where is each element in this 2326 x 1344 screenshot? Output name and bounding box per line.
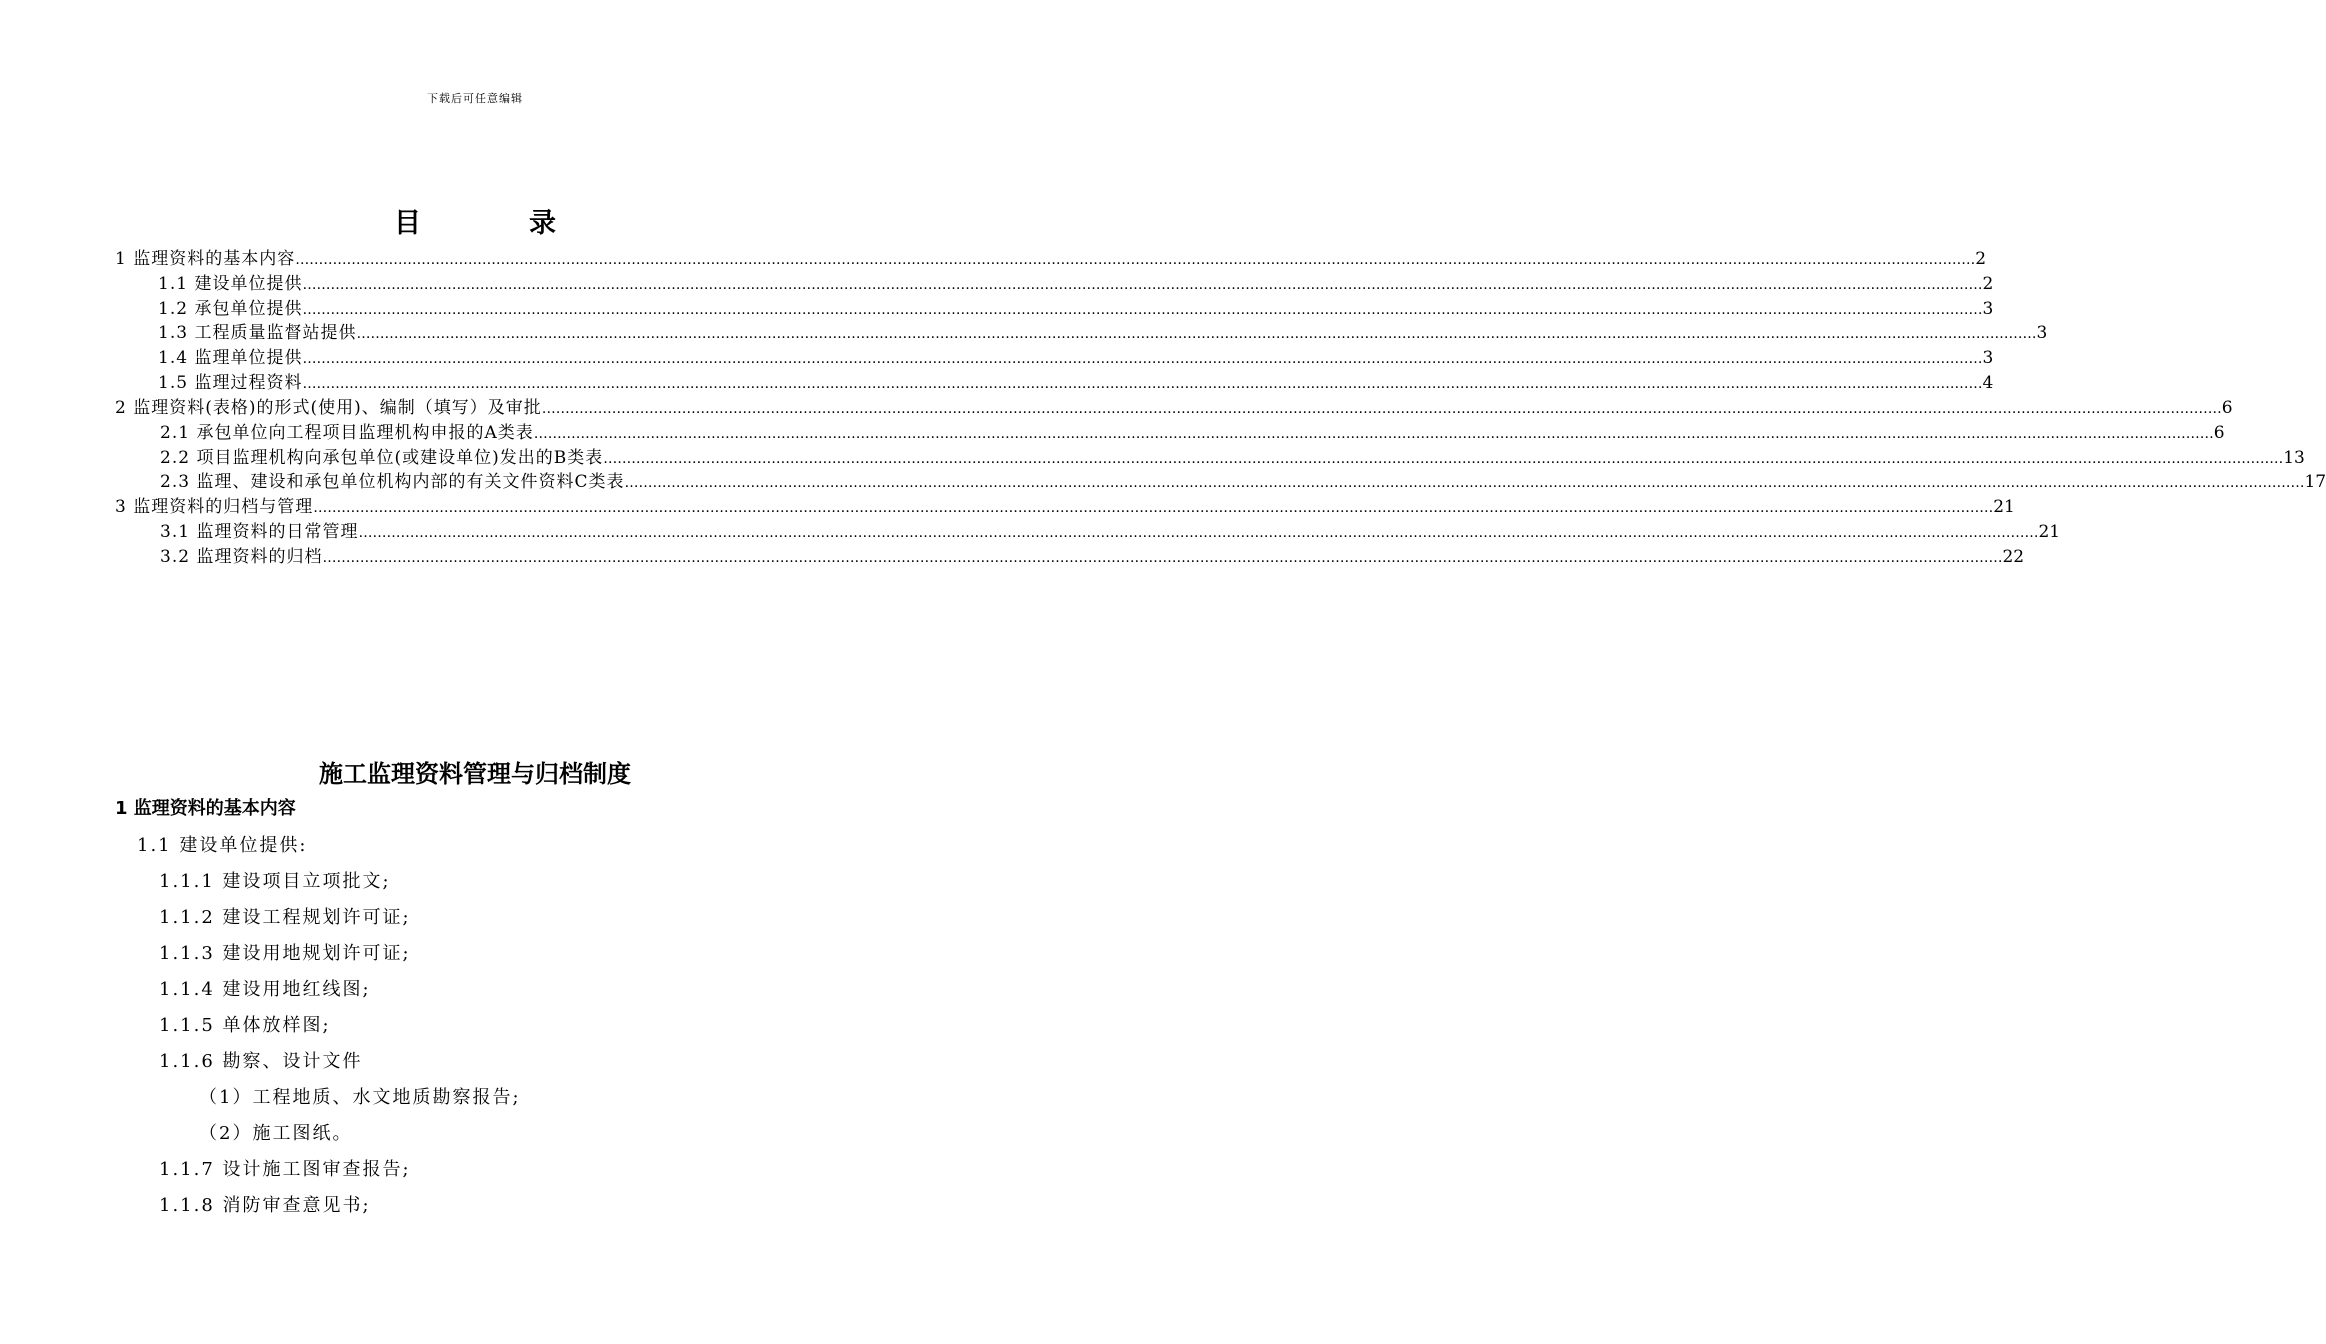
toc-entry[interactable] <box>158 272 1994 296</box>
body-line: 1.1 建设单位提供: <box>137 835 308 856</box>
toc-entry-page: 4 <box>1982 373 1994 393</box>
toc-entry-page: 3 <box>2036 323 2048 343</box>
toc-leader: ……………………………………………………………………………………………………………………………………………………………………………………………………………………………………………………………………………………………………………………………… <box>322 550 2003 566</box>
body-line: （2）施工图纸。 <box>199 1123 353 1144</box>
toc-leader: ……………………………………………………………………………………………………………………………………………………………………………………………………………………………………………………………………………………………………………………………… <box>603 451 2284 467</box>
toc-entry-label: 3.2 监理资料的归档 <box>160 547 323 567</box>
toc-title-char-2: 录 <box>529 208 556 239</box>
toc-leader: ……………………………………………………………………………………………………………………………………………………………………………………………………………………………………………………………………………………………………………………………… <box>295 252 1976 268</box>
body-line: 1.1.7 设计施工图审查报告; <box>159 1159 411 1180</box>
toc-leader: ……………………………………………………………………………………………………………………………………………………………………………………………………………………………………………………………………………………………………………………………… <box>533 426 2214 442</box>
toc-leader: ……………………………………………………………………………………………………………………………………………………………………………………………………………………………………………………………………………………………………………………………… <box>624 475 2305 491</box>
toc-leader: ……………………………………………………………………………………………………………………………………………………………………………………………………………………………………………………………………………………………………………………………… <box>302 302 1983 318</box>
toc-entry[interactable] <box>158 297 1994 321</box>
body-line: 1.1.5 单体放样图; <box>159 1015 331 1036</box>
toc-leader: ……………………………………………………………………………………………………………………………………………………………………………………………………………………………………………………………………………………………………………………………… <box>313 500 1994 516</box>
body-line: 1.1.2 建设工程规划许可证; <box>159 907 411 928</box>
toc-leader: ……………………………………………………………………………………………………………………………………………………………………………………………………………………………………………………………………………………………………………………………… <box>356 326 2037 342</box>
toc-entry-page: 13 <box>2283 448 2305 468</box>
toc-entry[interactable] <box>160 545 2025 569</box>
section-heading: 1 监理资料的基本内容 <box>115 798 296 819</box>
toc-entry-label: 2 监理资料(表格)的形式(使用)、编制（填写）及审批 <box>115 398 542 418</box>
toc-entry-page: 21 <box>1993 497 2015 517</box>
toc-entry-label: 1 监理资料的基本内容 <box>115 249 296 269</box>
toc-entry[interactable] <box>160 421 2225 445</box>
body-line: （1）工程地质、水文地质勘察报告; <box>199 1087 521 1108</box>
body-line: 1.1.8 消防审查意见书; <box>159 1195 371 1216</box>
toc-entry-page: 2 <box>1982 274 1994 294</box>
toc-entry[interactable] <box>160 446 2305 470</box>
document-title: 施工监理资料管理与归档制度 <box>319 760 631 788</box>
toc-title <box>0 201 950 240</box>
toc-entry-page: 3 <box>1982 299 1994 319</box>
toc-entry-page: 6 <box>2213 423 2225 443</box>
toc-entry-label: 1.3 工程质量监督站提供 <box>158 323 357 343</box>
header-note: 下载后可任意编辑 <box>427 92 523 105</box>
toc-title-char-1: 目 <box>394 208 421 239</box>
body-line: 1.1.3 建设用地规划许可证; <box>159 943 411 964</box>
toc-entry[interactable] <box>158 321 2048 345</box>
toc-entry-label: 2.1 承包单位向工程项目监理机构申报的A类表 <box>160 423 534 443</box>
toc-entry[interactable] <box>115 247 1987 271</box>
toc-entry-label: 2.2 项目监理机构向承包单位(或建设单位)发出的B类表 <box>160 448 604 468</box>
toc-entry-page: 6 <box>2221 398 2233 418</box>
toc-entry[interactable] <box>158 346 1994 370</box>
toc-leader: ……………………………………………………………………………………………………………………………………………………………………………………………………………………………………………………………………………………………………………………………… <box>302 351 1983 367</box>
toc-leader: ……………………………………………………………………………………………………………………………………………………………………………………………………………………………………………………………………………………………………………………………… <box>302 376 1983 392</box>
toc-leader: ……………………………………………………………………………………………………………………………………………………………………………………………………………………………………………………………………………………………………………………………… <box>302 277 1983 293</box>
body-line: 1.1.1 建设项目立项批文; <box>159 871 391 892</box>
toc-entry[interactable] <box>158 371 1994 395</box>
toc-entry-label: 1.2 承包单位提供 <box>158 299 303 319</box>
toc-leader: ……………………………………………………………………………………………………………………………………………………………………………………………………………………………………………………………………………………………………………………………… <box>358 525 2039 541</box>
toc-entry-label: 1.4 监理单位提供 <box>158 348 303 368</box>
toc-entry-page: 21 <box>2038 522 2061 542</box>
toc-entry-label: 1.5 监理过程资料 <box>158 373 303 393</box>
toc-entry-label: 1.1 建设单位提供 <box>158 274 303 294</box>
toc-entry-label: 3 监理资料的归档与管理 <box>115 497 314 517</box>
body-line: 1.1.4 建设用地红线图; <box>159 979 371 1000</box>
toc-entry-page: 22 <box>2002 547 2025 567</box>
toc-leader: ……………………………………………………………………………………………………………………………………………………………………………………………………………………………………………………………………………………………………………………………… <box>541 401 2222 417</box>
toc-entry[interactable] <box>160 520 2061 544</box>
toc-entry-label: 3.1 监理资料的日常管理 <box>160 522 359 542</box>
body-line: 1.1.6 勘察、设计文件 <box>159 1051 363 1072</box>
toc-entry[interactable] <box>160 470 2326 494</box>
toc-entry-page: 2 <box>1975 249 1987 269</box>
toc-entry[interactable] <box>115 495 2015 519</box>
toc-entry[interactable] <box>115 396 2233 420</box>
toc-entry-label: 2.3 监理、建设和承包单位机构内部的有关文件资料C类表 <box>160 472 625 492</box>
toc-entry-page: 3 <box>1982 348 1994 368</box>
toc-entry-page: 17 <box>2304 472 2326 492</box>
